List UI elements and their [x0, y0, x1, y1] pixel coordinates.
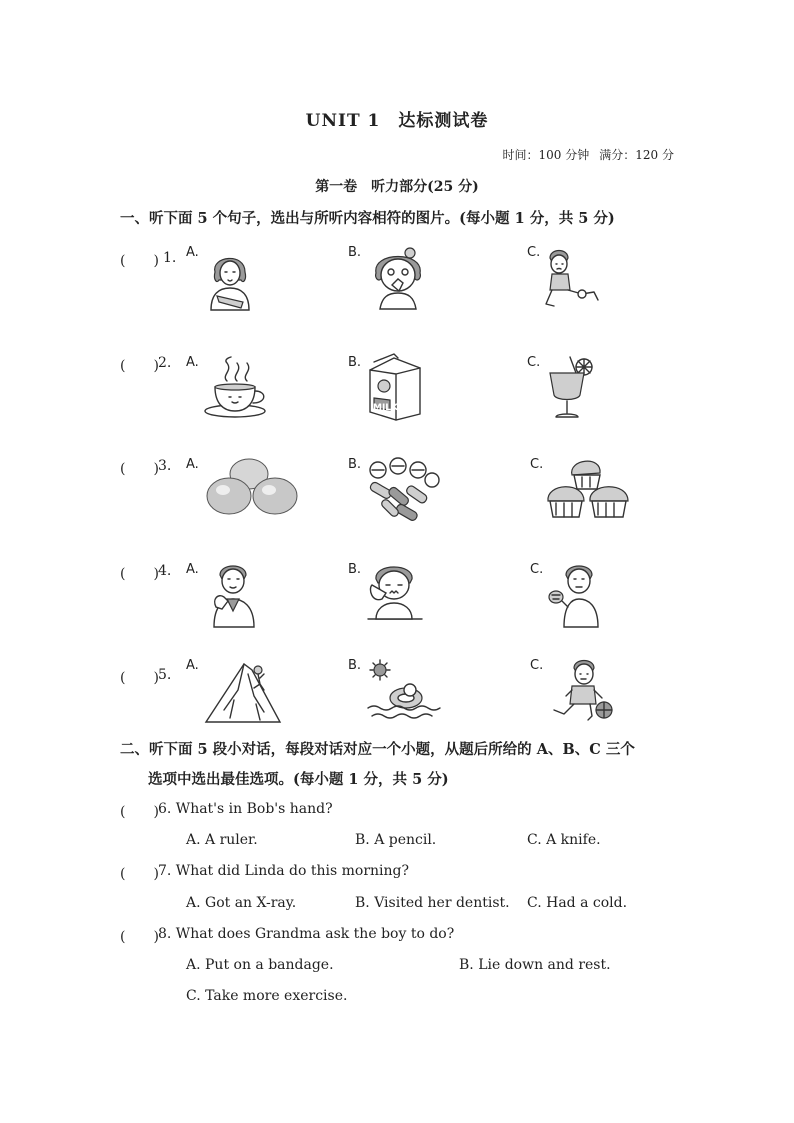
option-label-a: A.: [186, 355, 199, 370]
option-c: C. A knife.: [527, 832, 601, 848]
boy-toothache-image: [366, 563, 422, 629]
answer-paren: ( ): [120, 566, 159, 582]
question-number: 4.: [158, 563, 172, 579]
section1-heading: 一、听下面 5 个句子，选出与所听内容相符的图片。(每小题 1 分，共 5 分): [120, 210, 615, 227]
option-a: A. Put on a bandage.: [186, 957, 334, 973]
option-label-b: B.: [348, 245, 362, 260]
page-title: [0, 106, 794, 131]
milk-label: MILK: [373, 403, 399, 413]
option-b: B. A pencil.: [355, 832, 437, 848]
option-label-a: A.: [186, 245, 199, 260]
score-label: 满分：120 分: [599, 148, 674, 162]
answer-paren: ( ): [120, 670, 159, 686]
title-cn: 达标测试卷: [398, 111, 489, 131]
answer-paren: ( ): [120, 253, 159, 269]
option-label-c: C.: [530, 457, 544, 472]
milk-carton-image: [364, 354, 426, 420]
hot-tea-cup-image: [203, 357, 273, 419]
option-label-b: B.: [348, 457, 362, 472]
option-label-c: C.: [530, 562, 544, 577]
part-title: 第一卷 听力部分(25 分): [315, 179, 479, 195]
option-label-a: A.: [186, 658, 199, 673]
option-label-b: B.: [348, 658, 362, 673]
boy-sore-throat-image: [210, 563, 258, 627]
pills-image: [366, 458, 440, 522]
option-b: B. Visited her dentist.: [355, 895, 510, 911]
answer-paren: ( ): [120, 866, 159, 882]
option-a: A. A ruler.: [186, 832, 258, 848]
option-label-a: A.: [186, 562, 199, 577]
question-8: 8. What does Grandma ask the boy to do?: [158, 926, 455, 942]
option-label-c: C.: [527, 245, 541, 260]
muffins-image: [546, 457, 638, 523]
option-c: C. Had a cold.: [527, 895, 628, 911]
question-number: 5.: [158, 667, 172, 683]
boy-eating-fruit-image: [548, 563, 612, 629]
option-a: A. Got an X-ray.: [186, 895, 297, 911]
question-6: 6. What's in Bob's hand?: [158, 801, 333, 817]
option-label-c: C.: [530, 658, 544, 673]
unit-label: UNIT 1: [305, 111, 381, 131]
juice-glass-image: [544, 355, 604, 421]
girl-coughing-image: [370, 247, 426, 309]
injured-arm-woman-image: [205, 250, 255, 312]
option-label-b: B.: [348, 355, 362, 370]
answer-paren: ( ): [120, 804, 159, 820]
option-label-a: A.: [186, 457, 199, 472]
exam-meta: [503, 146, 674, 163]
question-7: 7. What did Linda do this morning?: [158, 863, 410, 879]
playing-basketball-image: [550, 660, 616, 722]
swimming-image: [366, 660, 438, 722]
question-number: 2.: [158, 355, 172, 371]
time-label: 时间：100 分钟: [502, 148, 590, 162]
answer-paren: ( ): [120, 461, 159, 477]
answer-paren: ( ): [120, 929, 159, 945]
option-label-b: B.: [348, 562, 362, 577]
boy-hurt-knee-image: [542, 248, 602, 310]
question-number: 3.: [158, 458, 172, 474]
section2-heading-line1: 二、听下面 5 段小对话，每段对话对应一个小题，从题后所给的 A、B、C 三个: [120, 741, 635, 758]
option-b: B. Lie down and rest.: [459, 957, 611, 973]
question-number: 1.: [163, 250, 177, 266]
answer-paren: ( ): [120, 358, 159, 374]
section2-heading-line2: 选项中选出最佳选项。(每小题 1 分，共 5 分): [148, 771, 449, 788]
option-label-c: C.: [527, 355, 541, 370]
rock-climbing-image: [204, 660, 282, 722]
option-c: C. Take more exercise.: [186, 988, 348, 1004]
eggs-image: [205, 458, 299, 518]
